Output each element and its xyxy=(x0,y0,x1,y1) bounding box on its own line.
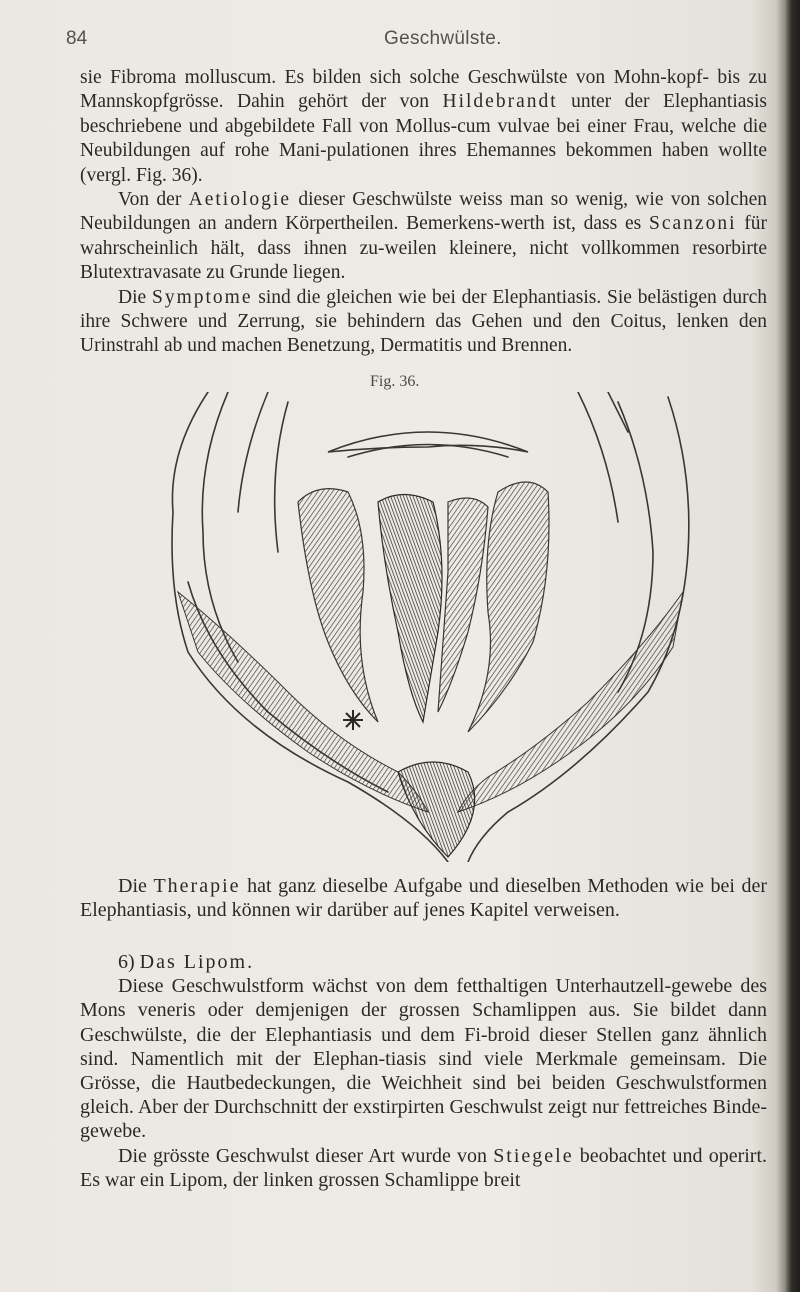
text-block-therapie xyxy=(80,874,767,922)
page-header xyxy=(0,28,800,52)
text-block-upper xyxy=(80,66,767,359)
paragraph-fibroma: sie Fibroma molluscum. Es bilden sich solche Geschwülste von Mohn-kopf- bis zu Mannskopfgrösse. Dahin gehört der von Hildebrandt unter der Elephantiasis beschriebene und abgebildete Fall von Mollus-cum vulvae bei einer Frau, welche die Neubildungen auf rohe Mani-pulationen ihres Ehemannes bekommen haben wollte (vergl. Fig. 36). xyxy=(80,67,767,186)
paragraph-therapie: Die Therapie hat ganz dieselbe Aufgabe und dieselben Methoden wie bei der Elephantiasis, und können wir darüber auf jenes Kapitel verweisen. xyxy=(80,875,768,921)
page-number: 84 xyxy=(66,28,88,49)
figure-caption: Fig. 36. xyxy=(370,373,420,390)
paragraph-lipom-description: Diese Geschwulstform wächst von dem fetthaltigen Unterhautzell-gewebe des Mons veneris oder demjenigen der grossen Schamlippen aus. Sie bildet dann Geschwülste, die der Elephantiasis und dem Fi-broid dieser Stellen ganz ähnlich sind. Namentlich mit der Elephan-tiasis sind viele Merkmale gemeinsam. Die Grösse, die Hautbedeckungen, die Weichheit sind bei beiden Geschwulstformen gleich. Aber der Durchschnitt der exstirpirten Geschwulst zeigt nur fettreiches Binde-gewebe. xyxy=(80,975,767,1143)
term-aetiologie: Aetiologie xyxy=(188,189,291,211)
text-block-lipom xyxy=(80,950,767,1192)
paragraph-lipom-case: Die grösste Geschwulst dieser Art wurde von Stiegele beobachtet und operirt. Es war ein Lipom, der linken grossen Schamlippe breit xyxy=(80,1144,768,1191)
running-head: Geschwülste. xyxy=(384,28,502,49)
term-symptome: Symptome xyxy=(151,286,253,308)
author-name: Hildebrandt xyxy=(442,91,558,113)
author-name: Stiegele xyxy=(493,1144,574,1167)
paragraph-aetiologie: Von der Aetiologie dieser Geschwülste weiss man so wenig, wie von solchen Neubildungen an andern Körpertheilen. Bemerkens-werth ist, dass es Scanzoni für wahrscheinlich hält, dass ihnen zu-weilen kleinere, nicht vollkommen resorbirte Blutextravasate zu Grunde liegen. xyxy=(80,189,768,284)
paragraph-symptome: Die Symptome sind die gleichen wie bei der Elephantiasis. Sie belästigen durch ihre Schwere und Zerrung, sie behindern das Gehen und den Coitus, lenken den Urinstrahl ab und machen Benetzung, Dermatitis und Brennen. xyxy=(80,286,768,357)
section-title: Das Lipom. xyxy=(139,951,255,973)
term-therapie: Therapie xyxy=(153,875,241,897)
section-number: 6) xyxy=(118,951,135,973)
anatomical-illustration xyxy=(148,392,708,862)
binding-edge xyxy=(786,0,800,1292)
author-name: Scanzoni xyxy=(649,213,737,235)
section-heading xyxy=(80,950,767,974)
